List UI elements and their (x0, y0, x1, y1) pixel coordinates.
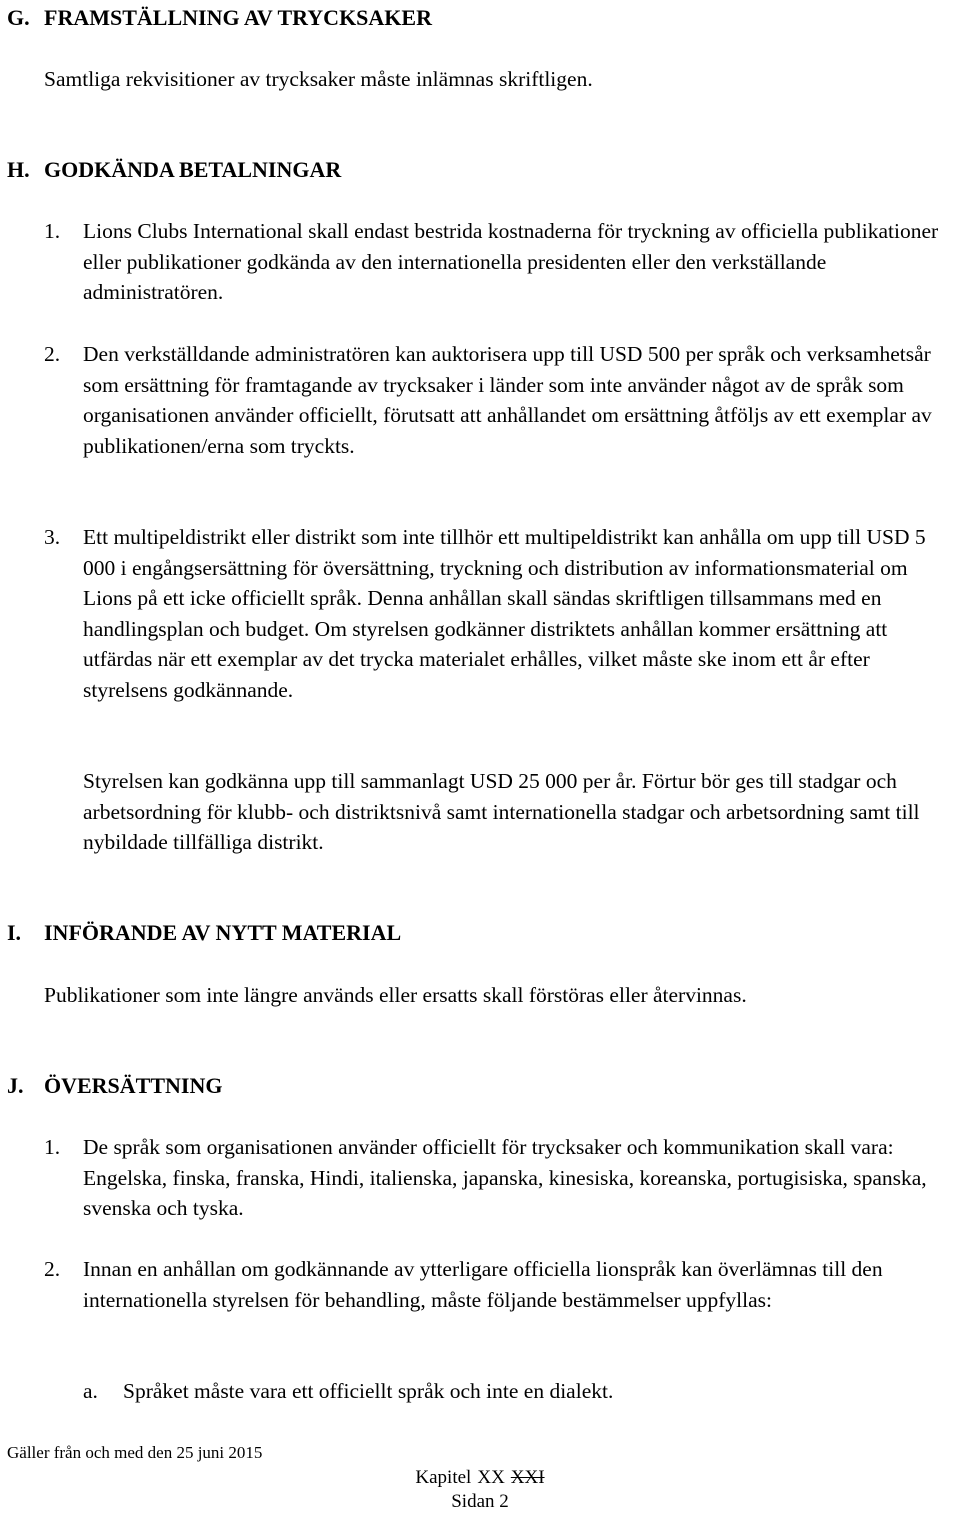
item-number: 3. (44, 525, 61, 549)
section-h-label: H. (7, 157, 30, 182)
section-h-title: GODKÄNDA BETALNINGAR (44, 157, 342, 182)
footer-page-number: Sidan 2 (451, 1491, 509, 1512)
footer-chapter-block (0, 1466, 960, 1514)
section-h-heading (7, 155, 341, 186)
section-h-item-3 (44, 522, 956, 705)
item-text: Ett multipeldistrikt eller distrikt som inte tillhör ett multipeldistrikt kan anhålla om upp till USD 5 000 i engångsersättning för översättning, tryckning och distribution av informationsmaterial om Lions på ett icke officiellt språk. Denna anhållan skall sändas skriftligen tillsammans med en handlingsplan och budget. Om styrelsen godkänner distriktets anhållan kommer ersättning att utfärdas när ett exemplar av det trycka materialet erhålles, vilket måste ske inom ett år efter styrelsens godkännande. (83, 525, 926, 702)
section-g-label: G. (7, 5, 30, 30)
section-h-note: Styrelsen kan godkänna upp till sammanlagt USD 25 000 per år. Förtur bör ges till stadgar och arbetsordning för klubb- och distriktsnivå samt internationella stadgar och arbetsordning samt till nybildade tillfälliga distrikt. (83, 769, 920, 854)
section-j-title: ÖVERSÄTTNING (44, 1073, 223, 1098)
section-i-label: I. (7, 920, 22, 945)
section-g-heading (7, 3, 432, 34)
item-number: 1. (44, 1135, 61, 1159)
section-h-item-2 (44, 339, 956, 461)
section-h-item-1 (44, 216, 956, 308)
item-text: Lions Clubs International skall endast bestrida kostnaderna för tryckning av officiella publikationer eller publikationer godkända av den internationella presidenten eller den verkställande administratören. (83, 219, 939, 304)
section-i-title: INFÖRANDE AV NYTT MATERIAL (44, 920, 402, 945)
section-i-text: Publikationer som inte längre används eller ersatts skall förstöras eller återvinnas. (44, 983, 747, 1007)
section-j-label: J. (7, 1073, 24, 1098)
chapter-new-number: XX (477, 1467, 505, 1488)
section-j-item-2 (44, 1254, 956, 1315)
item-text: De språk som organisationen använder officiellt för trycksaker och kommunikation skall vara: Engelska, finska, franska, Hindi, italienska, japanska, kinesiska, koreanska, portugisiska, spanska, svenska och tyska. (83, 1135, 927, 1220)
chapter-word: Kapitel (415, 1467, 472, 1488)
footer-chapter (0, 1466, 960, 1490)
section-i-heading (7, 918, 401, 949)
section-j-subitem-a (83, 1376, 953, 1407)
subitem-letter: a. (83, 1379, 98, 1403)
subitem-text: Språket måste vara ett officiellt språk och inte en dialekt. (123, 1379, 614, 1403)
item-text: Den verkställdande administratören kan auktorisera upp till USD 500 per språk och verksamhetsår som ersättning för framtagande av trycksaker i länder som inte använder något av de språk som organisationen använder officiellt, förutsatt att anhållandet om ersättning åtföljs av ett exemplar av publikationen/erna som tryckts. (83, 342, 932, 458)
section-g-text: Samtliga rekvisitioner av trycksaker måste inlämnas skriftligen. (44, 67, 593, 91)
section-g-title: FRAMSTÄLLNING AV TRYCKSAKER (44, 5, 432, 30)
chapter-old-number: XXI (510, 1467, 545, 1488)
section-j-item-1 (44, 1132, 956, 1224)
item-number: 1. (44, 219, 61, 243)
item-number: 2. (44, 1257, 61, 1281)
section-j-heading (7, 1071, 222, 1102)
item-number: 2. (44, 342, 61, 366)
item-text: Innan en anhållan om godkännande av ytterligare officiella lionspråk kan överlämnas till den internationella styrelsen för behandling, måste följande bestämmelser uppfyllas: (83, 1257, 883, 1312)
footer-effective-date: Gäller från och med den 25 juni 2015 (7, 1443, 263, 1462)
